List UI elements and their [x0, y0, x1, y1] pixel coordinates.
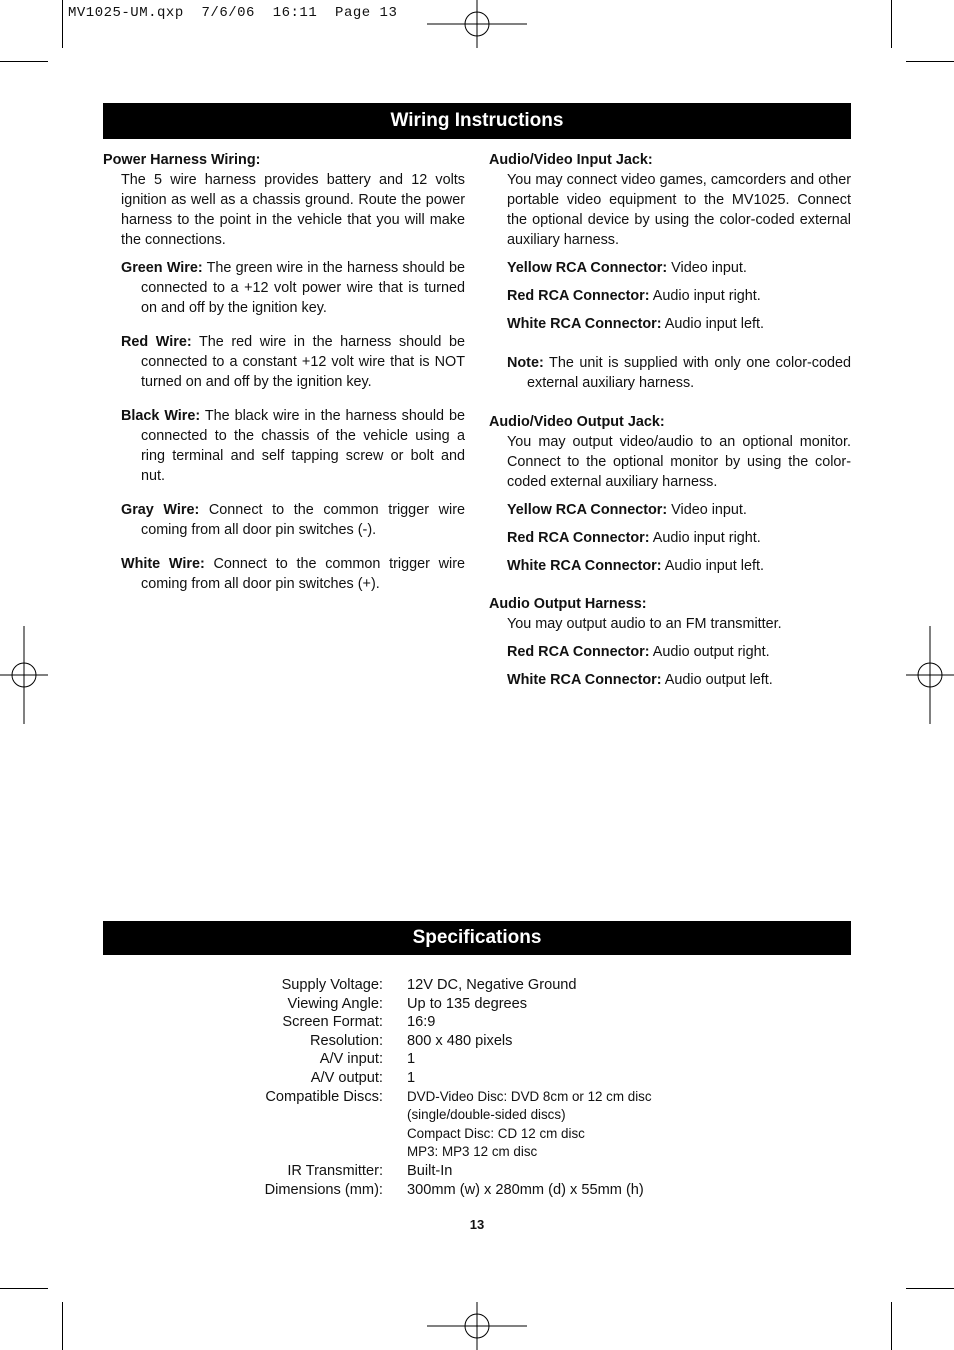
av-input-note — [489, 353, 851, 393]
power-harness-intro: The 5 wire harness provides battery and 12 volts ignition as well as a chassis ground. Route the power harness to the point in the vehicle that you will make the connections. — [121, 172, 465, 248]
red-rca-item — [489, 286, 851, 306]
spec-row — [0, 1125, 954, 1144]
print-slug: MV1025-UM.qxp 7/6/06 16:11 Page 13 — [68, 5, 398, 21]
red-wire-item — [103, 332, 465, 392]
spec-row — [0, 976, 954, 995]
crop-mark — [891, 1302, 892, 1350]
spec-label: Resolution: — [309, 1032, 383, 1049]
av-output-heading: Audio/Video Output Jack: — [489, 414, 665, 430]
left-column — [103, 150, 465, 594]
item-label: White RCA Connector: — [507, 316, 662, 332]
item-text: Connect to the common trigger wire coming from all door pin switches (+). — [141, 556, 465, 592]
red-rca-item — [489, 528, 851, 548]
spec-label: Screen Format: — [282, 1014, 383, 1031]
crop-mark — [906, 1288, 954, 1289]
registration-mark-icon — [0, 626, 48, 724]
spec-value: 800 x 480 pixels — [407, 1032, 513, 1049]
crop-mark — [0, 1288, 48, 1289]
spec-label — [0, 1143, 383, 1162]
spec-value: Built-In — [407, 1162, 453, 1179]
white-rca-item — [489, 670, 851, 690]
spec-row — [0, 1106, 954, 1125]
item-label: Red Wire: — [121, 334, 192, 350]
white-rca-item — [489, 556, 851, 576]
item-label: White Wire: — [121, 556, 205, 572]
item-label: Red RCA Connector: — [507, 288, 650, 304]
item-text: The green wire in the harness should be connected to a +12 volt power wire that is turned on and off by the ignition key. — [141, 260, 465, 316]
spec-value: DVD-Video Disc: DVD 8cm or 12 cm disc — [407, 1088, 652, 1104]
spec-label: A/V input: — [319, 1051, 383, 1068]
spec-row — [0, 1088, 954, 1107]
yellow-rca-item — [489, 500, 851, 520]
registration-mark-icon — [427, 0, 527, 48]
spec-row — [0, 1181, 954, 1200]
spec-label: Dimensions (mm): — [264, 1181, 383, 1198]
audio-output-heading: Audio Output Harness: — [489, 596, 647, 612]
spec-label — [0, 1125, 383, 1144]
crop-mark — [62, 1302, 63, 1350]
av-output-intro: You may output video/audio to an optional monitor. Connect to the optional monitor by using the color-coded external auxiliary harness. — [507, 434, 851, 490]
spec-value: 16:9 — [407, 1014, 436, 1031]
item-label: Black Wire: — [121, 408, 201, 424]
spec-row — [0, 1069, 954, 1088]
crop-mark — [0, 61, 48, 62]
red-rca-item — [489, 642, 851, 662]
item-text: Audio input right. — [649, 530, 761, 546]
av-input-heading: Audio/Video Input Jack: — [489, 152, 653, 168]
spec-value: 1 — [407, 1069, 416, 1086]
item-label: Green Wire: — [121, 260, 203, 276]
gray-wire-item — [103, 500, 465, 540]
green-wire-item — [103, 258, 465, 318]
spec-row — [0, 1162, 954, 1181]
registration-mark-icon — [906, 626, 954, 724]
crop-mark — [62, 0, 63, 48]
spec-row — [0, 1143, 954, 1162]
spec-value: (single/double-sided discs) — [407, 1107, 566, 1123]
spec-label: IR Transmitter: — [287, 1162, 383, 1179]
black-wire-item — [103, 406, 465, 486]
note-text: The unit is supplied with only one color-coded external auxiliary harness. — [527, 355, 851, 391]
spec-value: Compact Disc: CD 12 cm disc — [407, 1125, 585, 1141]
item-text: Video input. — [667, 260, 747, 276]
item-label: Gray Wire: — [121, 502, 200, 518]
spec-label: Supply Voltage: — [281, 977, 383, 993]
audio-output-intro: You may output audio to an FM transmitter. — [507, 616, 782, 632]
item-text: Audio output right. — [649, 644, 770, 660]
page-number: 13 — [469, 1217, 485, 1232]
spec-value: 300mm (w) x 280mm (d) x 55mm (h) — [407, 1181, 644, 1198]
note-label: Note: — [507, 355, 544, 371]
item-text: Audio input left. — [661, 316, 764, 332]
item-text: Video input. — [667, 502, 747, 518]
av-input-intro: You may connect video games, camcorders and other portable video equipment to the MV1025. Connect the optional device by using the color-coded external auxiliary harness. — [507, 172, 851, 248]
registration-mark-icon — [427, 1302, 527, 1350]
specifications-table — [0, 976, 954, 1199]
item-text: Connect to the common trigger wire coming from all door pin switches (-). — [141, 502, 465, 538]
spec-label — [0, 1106, 383, 1125]
crop-mark — [906, 61, 954, 62]
item-text: Audio input right. — [649, 288, 761, 304]
item-label: White RCA Connector: — [507, 672, 662, 688]
item-label: Yellow RCA Connector: — [507, 502, 668, 518]
right-column — [489, 150, 851, 690]
spec-label: Compatible Discs: — [265, 1088, 383, 1105]
spec-row — [0, 1050, 954, 1069]
item-label: Yellow RCA Connector: — [507, 260, 668, 276]
item-text: The red wire in the harness should be connected to a constant +12 volt wire that is NOT turned on and off by the ignition key. — [141, 334, 465, 390]
specifications-header: Specifications — [103, 921, 851, 955]
item-text: Audio input left. — [661, 558, 764, 574]
spec-value: Up to 135 degrees — [407, 995, 528, 1012]
spec-row — [0, 1032, 954, 1051]
spec-row — [0, 1013, 954, 1032]
white-rca-item — [489, 314, 851, 334]
spec-value: 12V DC, Negative Ground — [407, 977, 577, 993]
spec-value: MP3: MP3 12 cm disc — [407, 1144, 538, 1160]
wiring-instructions-header: Wiring Instructions — [103, 103, 851, 139]
power-harness-heading: Power Harness Wiring: — [103, 152, 261, 168]
crop-mark — [891, 0, 892, 48]
spec-label: A/V output: — [310, 1069, 383, 1086]
spec-label: Viewing Angle: — [287, 995, 383, 1012]
spec-value: 1 — [407, 1051, 416, 1068]
item-label: Red RCA Connector: — [507, 530, 650, 546]
white-wire-item — [103, 554, 465, 594]
yellow-rca-item — [489, 258, 851, 278]
item-text: Audio output left. — [661, 672, 773, 688]
item-label: Red RCA Connector: — [507, 644, 650, 660]
item-label: White RCA Connector: — [507, 558, 662, 574]
item-text: The black wire in the harness should be connected to the chassis of the vehicle using a ring terminal and self tapping screw or bolt and nut. — [141, 408, 465, 484]
spec-row — [0, 995, 954, 1014]
